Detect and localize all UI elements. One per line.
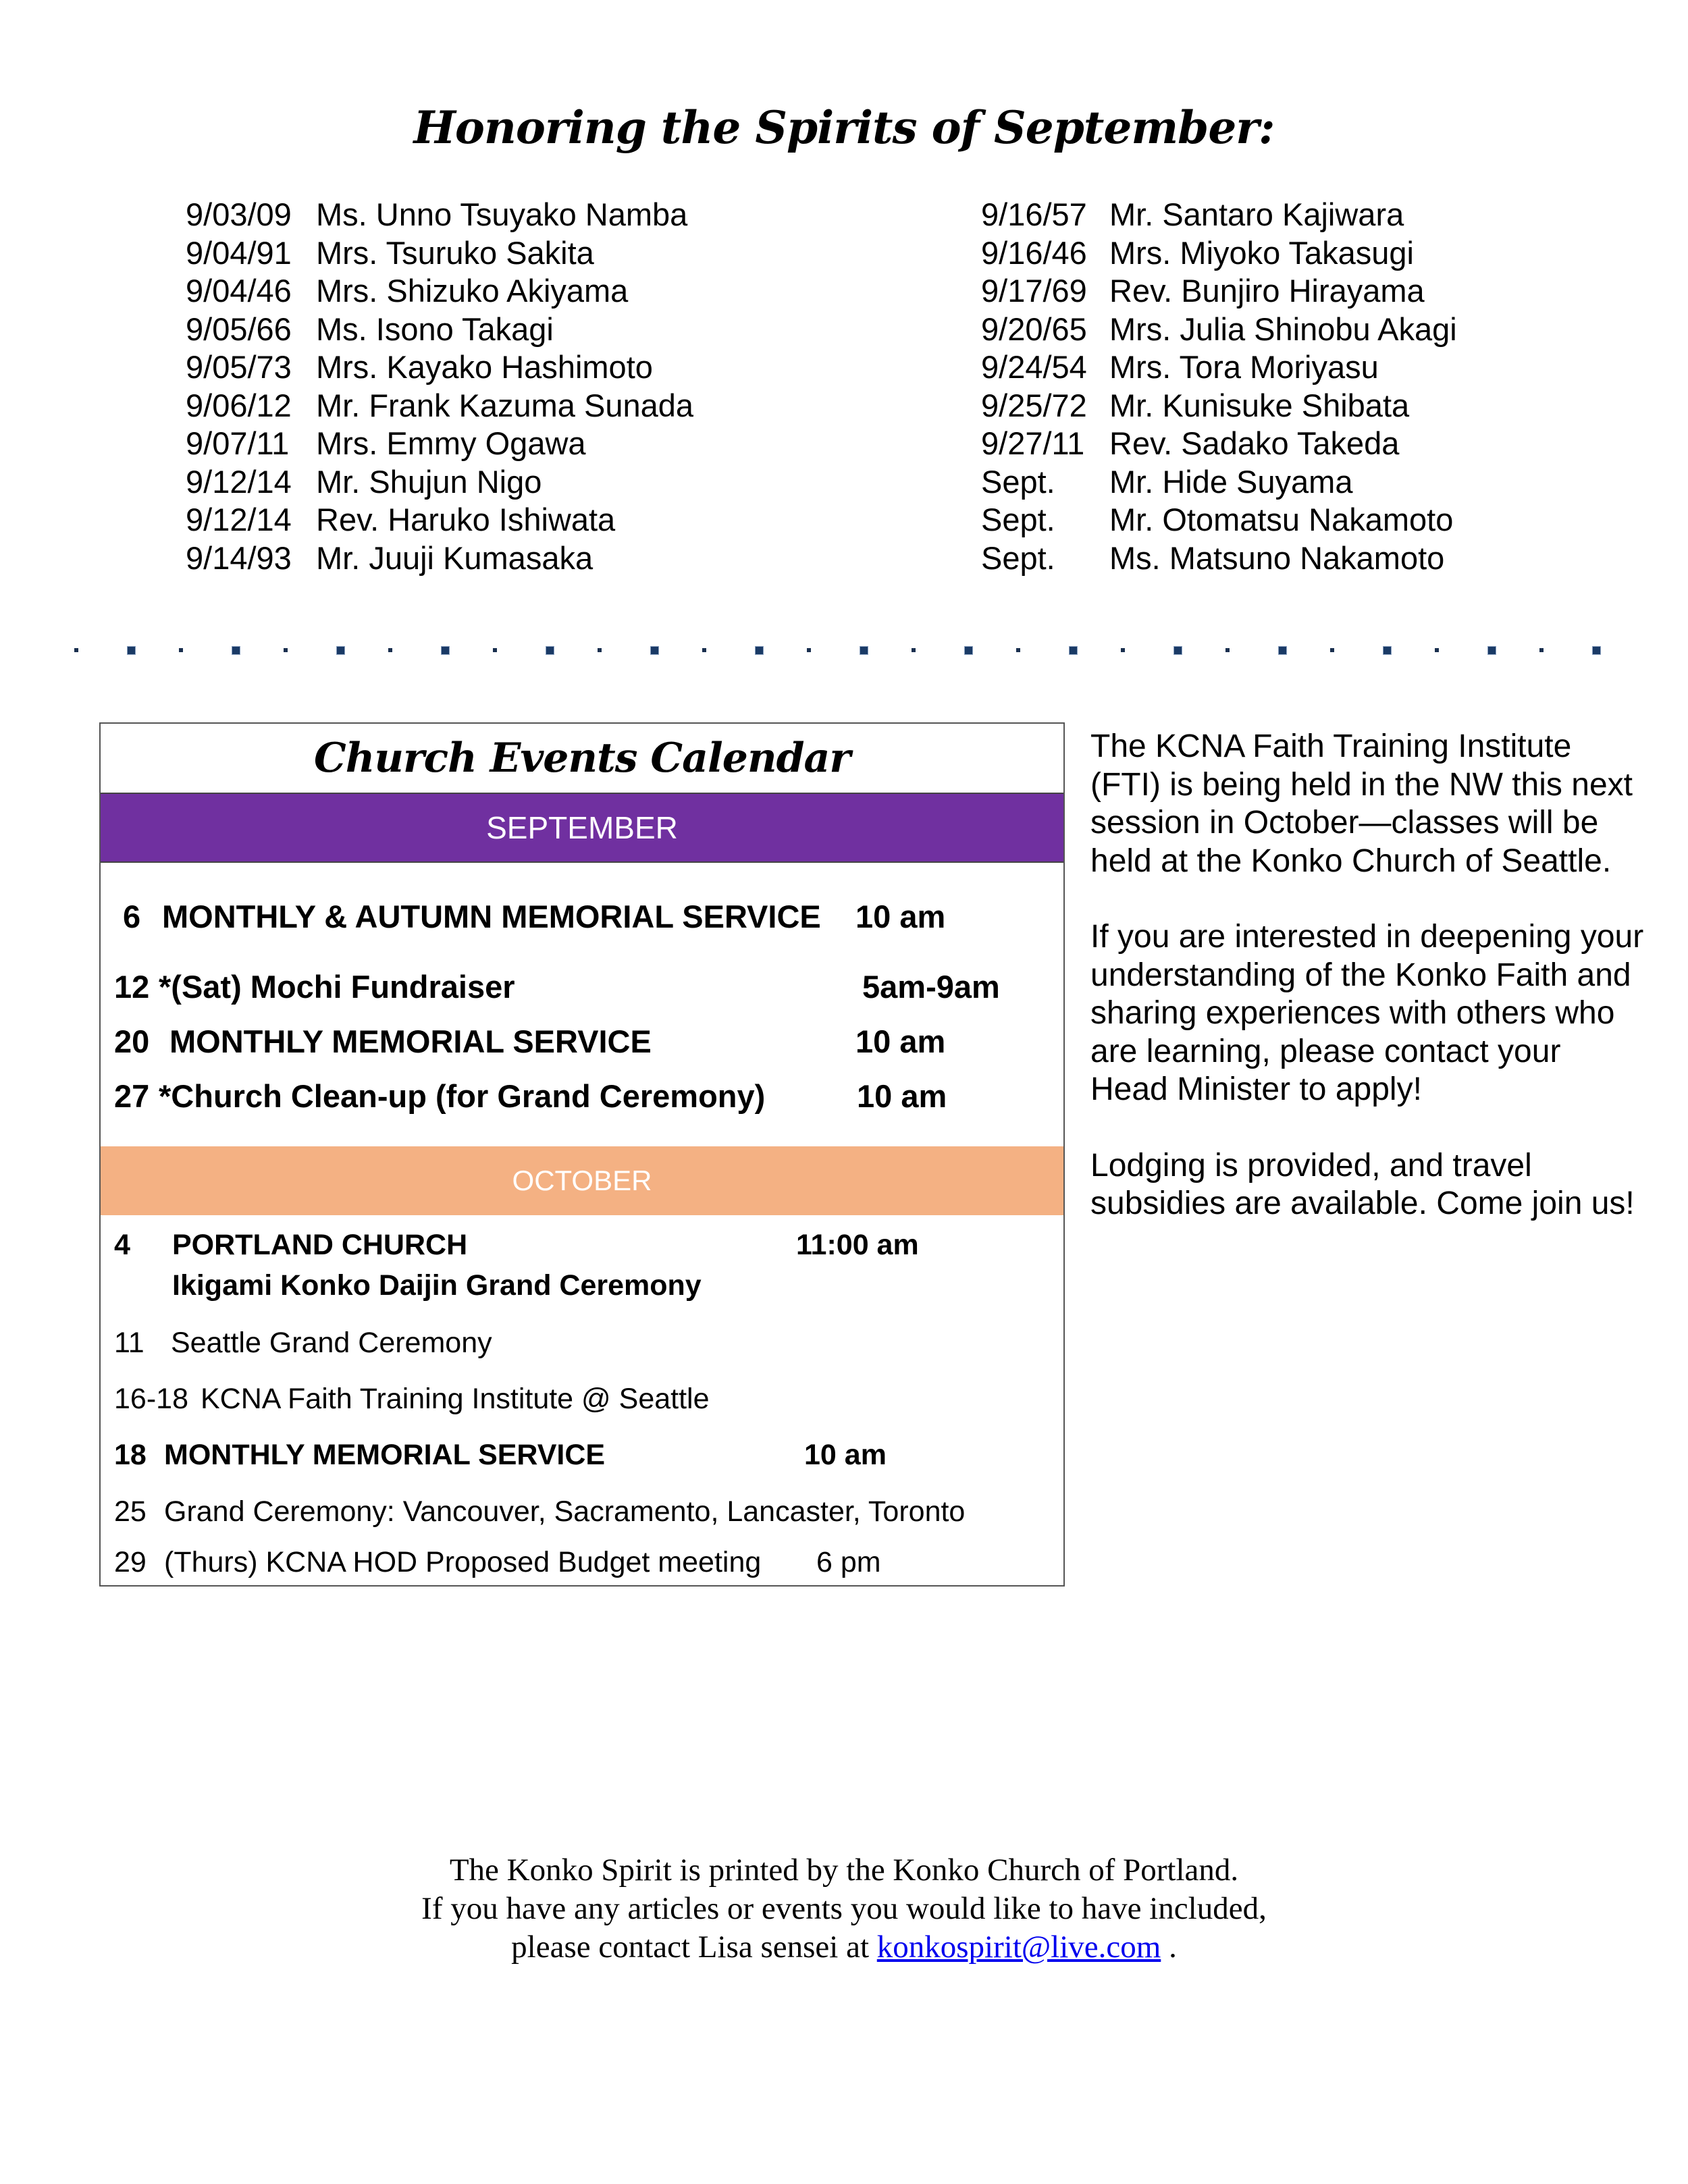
memorial-name: Mr. Santaro Kajiwara [1109, 196, 1404, 232]
memorial-date: 9/03/09 [186, 196, 292, 232]
memorial-name: Mrs. Kayako Hashimoto [316, 349, 653, 385]
memorial-entry [186, 463, 693, 502]
memorial-name: Mrs. Shizuko Akiyama [316, 273, 629, 309]
memorial-name: Rev. Haruko Ishiwata [316, 502, 616, 537]
memorial-entry [186, 311, 693, 349]
october-events: 4 PORTLAND CHURCH Ikigami Konko Daijin Grand Ceremony 11:00 am 11 Seattle Grand Ceremony 16-18 KCNA Faith Training Institute @ Seattle 18 MONTHLY MEMORIAL SERVICE 10 am 25 Grand Ceremony: Vancouver, Sacramento, Lancaster, Toronto 29 (Thurs) KCNA HOD Proposed Budget meeting 6 pm [114, 1229, 966, 1578]
footer-line: If you have any articles or events you would like to have included, [421, 1891, 1267, 1926]
divider-square [650, 646, 659, 655]
memorial-name: Ms. Isono Takagi [316, 311, 554, 347]
memorial-name: Mrs. Tora Moriyasu [1109, 349, 1379, 385]
memorial-entry [981, 311, 1457, 349]
divider-square [1383, 646, 1392, 655]
memorial-date: 9/20/65 [981, 311, 1087, 347]
memorial-date: 9/16/57 [981, 196, 1087, 232]
memorial-entry [981, 196, 1457, 234]
memorial-date: 9/04/46 [186, 273, 292, 309]
info-paragraph: Lodging is provided, and travel subsidies are available. Come join us! [1090, 1147, 1635, 1221]
memorial-name: Mr. Juuji Kumasaka [316, 539, 594, 576]
info-paragraph: If you are interested in deepening your understanding of the Konko Faith and sharing experiences with others who are learning, please contact your Head Minister to apply! [1090, 919, 1644, 1107]
footer-line: please contact Lisa sensei at konkospirit@live.com . [511, 1929, 1177, 1965]
memorial-entry [981, 387, 1457, 425]
memorial-entry [186, 425, 693, 463]
memorial-date: 9/12/14 [186, 502, 292, 537]
divider-dot [284, 648, 288, 652]
divider-dot [1016, 648, 1020, 652]
memorial-entry [186, 196, 693, 234]
memorial-name: Ms. Unno Tsuyako Namba [316, 196, 688, 232]
footer [0, 1851, 1688, 1967]
memorial-list-left [186, 196, 693, 577]
memorial-date: 9/07/11 [186, 425, 290, 461]
divider-square [232, 646, 240, 655]
memorial-entry [186, 234, 693, 273]
memorial-name: Mr. Frank Kazuma Sunada [316, 387, 694, 423]
memorial-date: Sept. [981, 539, 1055, 576]
memorial-name: Mrs. Tsuruko Sakita [316, 234, 594, 271]
memorial-date: 9/27/11 [981, 425, 1085, 461]
memorial-name: Mr. Shujun Nigo [316, 463, 542, 500]
church-events-calendar [99, 722, 1065, 1587]
october-header: OCTOBER [101, 1146, 1063, 1215]
memorial-list-right [981, 196, 1457, 577]
divider-dot [179, 648, 183, 652]
memorial-entry [981, 348, 1457, 387]
memorial-name: Mr. Hide Suyama [1109, 463, 1353, 500]
divider-dot [1121, 648, 1125, 652]
memorial-date: 9/05/73 [186, 349, 292, 385]
memorial-date: 9/05/66 [186, 311, 292, 347]
fti-info [1090, 728, 1644, 1261]
divider-square [964, 646, 973, 655]
memorial-name: Mr. Otomatsu Nakamoto [1109, 502, 1454, 537]
divider-dot [598, 648, 602, 652]
divider-square [336, 646, 345, 655]
divider-dot [807, 648, 811, 652]
divider-square [1592, 646, 1601, 655]
calendar-title: Church Events Calendar [313, 735, 851, 782]
divider-square [1173, 646, 1182, 655]
divider-square [1069, 646, 1078, 655]
memorial-entry [981, 234, 1457, 273]
memorial-name: Rev. Bunjiro Hirayama [1109, 273, 1425, 309]
dotted-divider [74, 645, 1620, 659]
divider-dot [1435, 648, 1439, 652]
divider-dot [1225, 648, 1230, 652]
memorial-entry [981, 539, 1457, 578]
memorial-entry [981, 501, 1457, 539]
page-title: Honoring the Spirits of September: [413, 101, 1275, 154]
memorial-date: 9/06/12 [186, 387, 292, 423]
divider-dot [1539, 648, 1544, 652]
footer-line: The Konko Spirit is printed by the Konko Church of Portland. [449, 1853, 1239, 1888]
divider-square [755, 646, 764, 655]
memorial-date: Sept. [981, 502, 1055, 537]
memorial-entry [981, 425, 1457, 463]
memorial-date: 9/17/69 [981, 273, 1087, 309]
memorial-date: 9/16/46 [981, 234, 1087, 271]
divider-dot [388, 648, 392, 652]
memorial-entry [186, 348, 693, 387]
memorial-date: 9/12/14 [186, 463, 292, 500]
divider-square [127, 646, 136, 655]
memorial-date: 9/25/72 [981, 387, 1087, 423]
info-paragraph: The KCNA Faith Training Institute (FTI) is being held in the NW this next session in October—classes will be held at the Konko Church of Seattle. [1090, 728, 1633, 879]
september-header: SEPTEMBER [101, 793, 1063, 863]
memorial-date: Sept. [981, 463, 1055, 500]
divider-dot [1330, 648, 1334, 652]
memorial-date: 9/04/91 [186, 234, 292, 271]
september-events: 6 MONTHLY & AUTUMN MEMORIAL SERVICE 10 am 12 *(Sat) Mochi Fundraiser 5am-9am 20 MONTHLY MEMORIAL SERVICE 10 am 27 *Church Clean-up (for Grand Ceremony) 10 am [114, 899, 1000, 1114]
memorial-date: 9/14/93 [186, 539, 292, 576]
memorial-entry [186, 387, 693, 425]
memorial-name: Mrs. Miyoko Takasugi [1109, 234, 1414, 271]
memorial-entry [981, 272, 1457, 311]
memorial-entry [186, 272, 693, 311]
divider-dot [74, 648, 78, 652]
divider-square [441, 646, 450, 655]
memorial-name: Ms. Matsuno Nakamoto [1109, 539, 1445, 576]
divider-square [1278, 646, 1287, 655]
memorial-entry [186, 501, 693, 539]
memorial-name: Mrs. Emmy Ogawa [316, 425, 586, 461]
divider-square [860, 646, 868, 655]
divider-dot [702, 648, 706, 652]
memorial-name: Mr. Kunisuke Shibata [1109, 387, 1410, 423]
memorial-name: Rev. Sadako Takeda [1109, 425, 1400, 461]
divider-square [1487, 646, 1496, 655]
memorial-name: Mrs. Julia Shinobu Akagi [1109, 311, 1457, 347]
divider-dot [493, 648, 497, 652]
memorial-entry [981, 463, 1457, 502]
divider-square [546, 646, 554, 655]
divider-dot [912, 648, 916, 652]
memorial-date: 9/24/54 [981, 349, 1087, 385]
email-link[interactable]: konkospirit@live.com [876, 1929, 1161, 1965]
memorial-entry [186, 539, 693, 578]
